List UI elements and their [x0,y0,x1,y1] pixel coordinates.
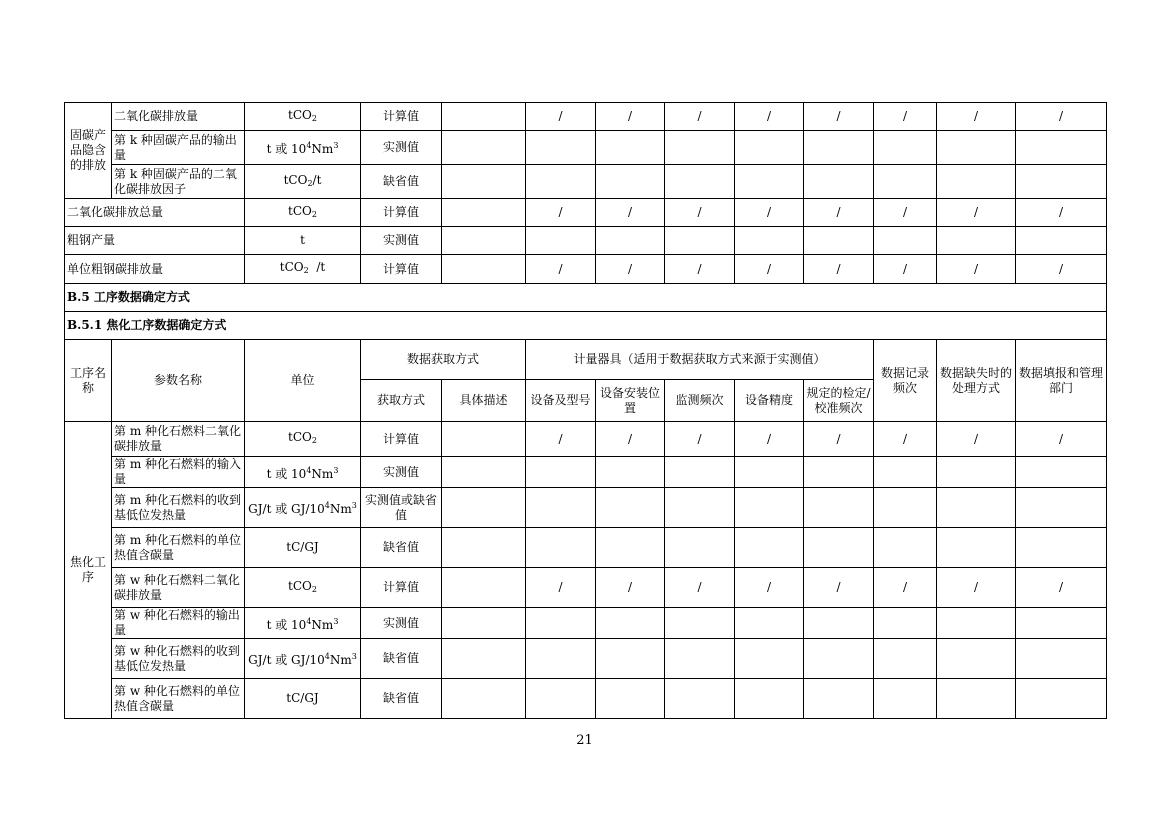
empty-cell [874,639,937,679]
slash-cell: / [804,568,874,608]
slash-cell: / [735,255,804,284]
acq-method: 缺省值 [361,165,442,199]
empty-cell [665,679,735,719]
empty-cell [874,488,937,528]
empty-cell [804,131,874,165]
unit-cell: t [245,227,361,255]
section-b51-heading: B.5.1 焦化工序数据确定方式 [65,312,1107,340]
empty-cell [442,608,526,639]
empty-cell [735,457,804,488]
empty-cell [937,131,1016,165]
empty-cell [937,488,1016,528]
empty-cell [804,528,874,568]
empty-cell [735,165,804,199]
table-row [65,528,1107,568]
slash-cell: / [937,199,1016,227]
empty-cell [937,608,1016,639]
slash-cell: / [665,199,735,227]
slash-cell: / [665,568,735,608]
acq-method: 实测值或缺省值 [361,488,442,528]
empty-cell [665,457,735,488]
table-row [65,568,1107,608]
param-name: 第 w 种化石燃料的输出量 [112,608,245,639]
param-name: 单位粗钢碳排放量 [65,255,245,284]
slash-cell: / [735,422,804,457]
empty-cell [665,608,735,639]
param-name: 第 k 种固碳产品的输出量 [112,131,245,165]
empty-cell [735,131,804,165]
empty-cell [804,488,874,528]
page-number: 21 [576,733,593,748]
empty-cell [937,679,1016,719]
slash-cell: / [1016,568,1107,608]
header-process-name: 工序名称 [65,340,112,422]
param-name: 二氧化碳排放总量 [65,199,245,227]
acq-method: 计算值 [361,255,442,284]
empty-cell [596,488,665,528]
empty-cell [596,639,665,679]
empty-cell [874,227,937,255]
param-name: 二氧化碳排放量 [112,103,245,131]
empty-cell [1016,165,1107,199]
unit-cell: t 或 $10^4Nm^3$ [245,608,361,639]
empty-cell [874,679,937,719]
slash-cell: / [596,568,665,608]
header-report-dept: 数据填报和管理部门 [1016,340,1107,422]
slash-cell: / [804,199,874,227]
section-heading-row [65,312,1107,340]
empty-cell [804,457,874,488]
unit-cell: tCO$_2$ [245,199,361,227]
unit-cell: tC/GJ [245,679,361,719]
empty-cell [526,488,596,528]
empty-cell [1016,679,1107,719]
acq-method: 计算值 [361,103,442,131]
header-meter: 计量器具（适用于数据获取方式来源于实测值） [526,340,874,380]
slash-cell: / [1016,103,1107,131]
header-accuracy: 设备精度 [735,380,804,422]
slash-cell: / [665,103,735,131]
table-row [65,131,1107,165]
empty-cell [442,422,526,457]
header-device-model: 设备及型号 [526,380,596,422]
empty-cell [596,528,665,568]
empty-cell [596,165,665,199]
empty-cell [804,639,874,679]
header-install-pos: 设备安装位置 [596,380,665,422]
acq-method: 实测值 [361,457,442,488]
table-row [65,608,1107,639]
unit-cell: tCO$_2$ [245,568,361,608]
empty-cell [526,227,596,255]
empty-cell [735,227,804,255]
acq-method: 计算值 [361,568,442,608]
empty-cell [596,679,665,719]
header-unit: 单位 [245,340,361,422]
table-row [65,422,1107,457]
empty-cell [1016,227,1107,255]
empty-cell [874,131,937,165]
empty-cell [442,488,526,528]
empty-cell [442,227,526,255]
empty-cell [596,131,665,165]
slash-cell: / [1016,255,1107,284]
empty-cell [735,528,804,568]
table-row [65,679,1107,719]
empty-cell [735,608,804,639]
slash-cell: / [526,103,596,131]
slash-cell: / [596,255,665,284]
empty-cell [1016,457,1107,488]
empty-cell [442,131,526,165]
slash-cell: / [804,422,874,457]
acq-method: 计算值 [361,422,442,457]
empty-cell [442,255,526,284]
empty-cell [874,457,937,488]
empty-cell [442,528,526,568]
empty-cell [665,227,735,255]
slash-cell: / [874,199,937,227]
empty-cell [526,608,596,639]
empty-cell [1016,488,1107,528]
slash-cell: / [526,199,596,227]
empty-cell [874,165,937,199]
slash-cell: / [937,422,1016,457]
empty-cell [526,457,596,488]
header-missing: 数据缺失时的处理方式 [937,340,1016,422]
header-monitor-freq: 监测频次 [665,380,735,422]
empty-cell [442,457,526,488]
table-row [65,457,1107,488]
header-acq-method: 获取方式 [361,380,442,422]
unit-cell: GJ/t 或 $GJ/10^4Nm^3$ [245,639,361,679]
unit-cell: t 或 $10^4Nm^3$ [245,131,361,165]
slash-cell: / [804,255,874,284]
acq-method: 实测值 [361,608,442,639]
empty-cell [526,165,596,199]
slash-cell: / [526,255,596,284]
empty-cell [874,608,937,639]
empty-cell [1016,131,1107,165]
acq-method: 计算值 [361,199,442,227]
slash-cell: / [735,568,804,608]
param-name: 第 w 种化石燃料二氧化碳排放量 [112,568,245,608]
empty-cell [526,679,596,719]
unit-cell: tCO$_2$ /t [245,255,361,284]
param-name: 第 w 种化石燃料的收到基低位发热量 [112,639,245,679]
empty-cell [526,528,596,568]
unit-cell: tCO$_2$ [245,103,361,131]
table-row [65,103,1107,131]
empty-cell [442,568,526,608]
empty-cell [735,639,804,679]
slash-cell: / [874,103,937,131]
empty-cell [735,488,804,528]
empty-cell [442,165,526,199]
header-record-freq: 数据记录频次 [874,340,937,422]
unit-cell: tC/GJ [245,528,361,568]
empty-cell [665,131,735,165]
slash-cell: / [937,255,1016,284]
empty-cell [596,608,665,639]
table-row [65,639,1107,679]
empty-cell [442,639,526,679]
empty-cell [735,679,804,719]
header-param-name: 参数名称 [112,340,245,422]
empty-cell [937,457,1016,488]
empty-cell [804,679,874,719]
param-name: 粗钢产量 [65,227,245,255]
slash-cell: / [596,422,665,457]
slash-cell: / [874,568,937,608]
empty-cell [442,103,526,131]
slash-cell: / [1016,199,1107,227]
empty-cell [442,679,526,719]
unit-cell: GJ/t 或 $GJ/10^4Nm^3$ [245,488,361,528]
empty-cell [804,227,874,255]
data-method-table [64,102,1107,719]
empty-cell [937,528,1016,568]
param-name: 第 m 种化石燃料的输入量 [112,457,245,488]
unit-cell: t 或 $10^4Nm^3$ [245,457,361,488]
empty-cell [937,227,1016,255]
slash-cell: / [596,199,665,227]
empty-cell [1016,528,1107,568]
slash-cell: / [937,103,1016,131]
section-heading-row [65,284,1107,312]
slash-cell: / [526,422,596,457]
empty-cell [1016,608,1107,639]
unit-cell: tCO$_2$ [245,422,361,457]
param-name: 第 m 种化石燃料二氧化碳排放量 [112,422,245,457]
table-row [65,199,1107,227]
empty-cell [596,457,665,488]
slash-cell: / [665,422,735,457]
slash-cell: / [874,422,937,457]
empty-cell [665,528,735,568]
header-desc: 具体描述 [442,380,526,422]
table-row [65,227,1107,255]
param-name: 第 w 种化石燃料的单位热值含碳量 [112,679,245,719]
slash-cell: / [735,103,804,131]
slash-cell: / [804,103,874,131]
coking-label: 焦化工序 [65,422,112,719]
acq-method: 实测值 [361,227,442,255]
empty-cell [1016,639,1107,679]
slash-cell: / [596,103,665,131]
unit-cell: tCO$_2$/t [245,165,361,199]
empty-cell [665,639,735,679]
param-name: 第 m 种化石燃料的单位热值含碳量 [112,528,245,568]
empty-cell [804,608,874,639]
slash-cell: / [665,255,735,284]
group-label: 固碳产品隐含的排放 [65,103,112,199]
header-calib-freq: 规定的检定/校准频次 [804,380,874,422]
empty-cell [874,528,937,568]
section-b5-heading: B.5 工序数据确定方式 [65,284,1107,312]
empty-cell [442,199,526,227]
slash-cell: / [937,568,1016,608]
param-name: 第 k 种固碳产品的二氧化碳排放因子 [112,165,245,199]
empty-cell [526,131,596,165]
header-data-acq: 数据获取方式 [361,340,526,380]
slash-cell: / [735,199,804,227]
slash-cell: / [526,568,596,608]
param-name: 第 m 种化石燃料的收到基低位发热量 [112,488,245,528]
acq-method: 缺省值 [361,679,442,719]
slash-cell: / [1016,422,1107,457]
acq-method: 缺省值 [361,639,442,679]
empty-cell [526,639,596,679]
empty-cell [937,639,1016,679]
acq-method: 实测值 [361,131,442,165]
acq-method: 缺省值 [361,528,442,568]
empty-cell [804,165,874,199]
table-row [65,255,1107,284]
table-row [65,165,1107,199]
table-row [65,488,1107,528]
empty-cell [596,227,665,255]
empty-cell [937,165,1016,199]
empty-cell [665,488,735,528]
slash-cell: / [874,255,937,284]
header-row [65,340,1107,380]
empty-cell [665,165,735,199]
